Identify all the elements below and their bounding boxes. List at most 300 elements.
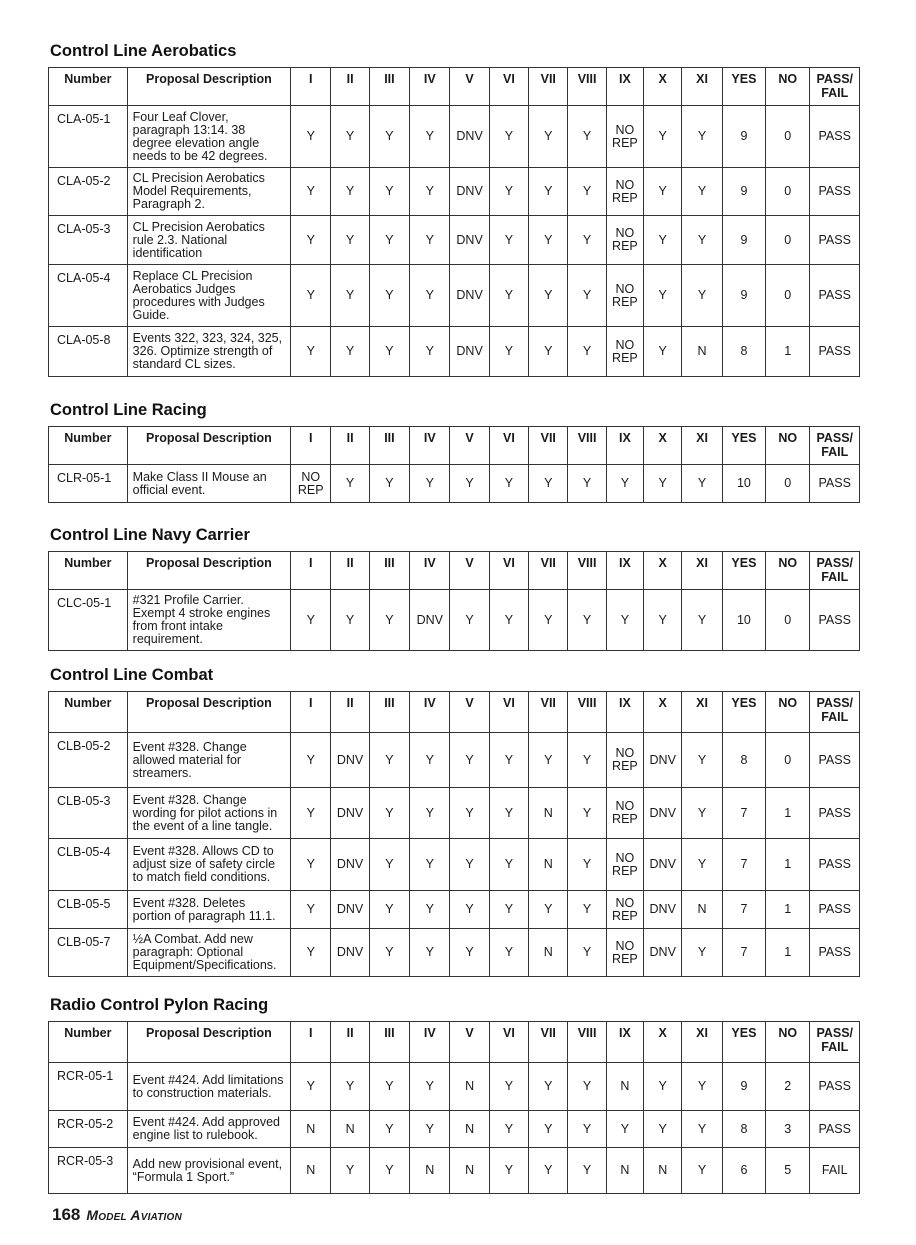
vote-cell: Y <box>410 265 450 327</box>
yes-count: 7 <box>722 788 765 839</box>
vote-cell: Y <box>331 106 369 168</box>
column-header: VI <box>489 1022 528 1063</box>
result-cell: PASS <box>810 265 860 327</box>
table-row <box>49 216 860 265</box>
vote-cell: N <box>291 1148 331 1194</box>
vote-cell: Y <box>489 1063 528 1111</box>
vote-cell: Y <box>568 265 606 327</box>
header-row <box>49 427 860 465</box>
yes-count: 7 <box>722 839 765 891</box>
vote-cell: N <box>450 1148 489 1194</box>
vote-cell: Y <box>450 465 489 503</box>
result-cell: PASS <box>810 929 860 977</box>
vote-cell: N <box>529 788 568 839</box>
yes-count: 10 <box>722 590 765 651</box>
yes-count: 9 <box>722 168 765 216</box>
section-title: Radio Control Pylon Racing <box>50 996 269 1014</box>
no-count: 3 <box>766 1111 810 1148</box>
vote-table <box>48 1021 860 1194</box>
table-row <box>49 929 860 977</box>
vote-cell: DNV <box>644 839 682 891</box>
column-header: IV <box>410 1022 450 1063</box>
no-count: 0 <box>766 106 810 168</box>
vote-cell: Y <box>489 265 528 327</box>
proposal-description: Make Class II Mouse an official event. <box>127 465 290 503</box>
section-title: Control Line Racing <box>50 401 207 419</box>
proposal-number: CLA-05-1 <box>49 106 128 168</box>
column-header: YES <box>722 68 765 106</box>
vote-cell: Y <box>489 1111 528 1148</box>
vote-cell: N <box>410 1148 450 1194</box>
column-header: NO <box>766 552 810 590</box>
vote-cell: DNV <box>450 265 489 327</box>
result-cell: PASS <box>810 106 860 168</box>
no-count: 0 <box>766 216 810 265</box>
vote-cell: Y <box>489 327 528 377</box>
vote-cell: N <box>450 1111 489 1148</box>
vote-cell: Y <box>529 168 568 216</box>
vote-cell: Y <box>568 929 606 977</box>
vote-cell: N <box>682 891 722 929</box>
proposal-number: RCR-05-1 <box>49 1063 128 1111</box>
no-count: 5 <box>766 1148 810 1194</box>
yes-count: 8 <box>722 327 765 377</box>
no-count: 0 <box>766 590 810 651</box>
table-row <box>49 788 860 839</box>
column-header: III <box>369 692 409 733</box>
proposal-description: ½A Combat. Add new paragraph: Optional Equipment/Specifications. <box>127 929 290 977</box>
vote-cell: Y <box>489 216 528 265</box>
header-row <box>49 68 860 106</box>
table-row <box>49 1148 860 1194</box>
proposal-description: Event #424. Add limitations to construction materials. <box>127 1063 290 1111</box>
column-header: Number <box>49 68 128 106</box>
vote-cell: Y <box>568 216 606 265</box>
vote-cell: Y <box>369 788 409 839</box>
vote-cell: Y <box>568 1063 606 1111</box>
vote-cell: DNV <box>410 590 450 651</box>
vote-cell: Y <box>331 1063 369 1111</box>
column-header: VI <box>489 552 528 590</box>
column-header: Number <box>49 552 128 590</box>
table-row <box>49 327 860 377</box>
vote-cell: N <box>291 1111 331 1148</box>
yes-count: 7 <box>722 891 765 929</box>
vote-cell: Y <box>450 590 489 651</box>
result-cell: PASS <box>810 788 860 839</box>
result-cell: PASS <box>810 1063 860 1111</box>
vote-cell: Y <box>529 216 568 265</box>
vote-cell: Y <box>331 465 369 503</box>
vote-cell: Y <box>568 839 606 891</box>
vote-cell: NO REP <box>606 788 643 839</box>
yes-count: 9 <box>722 106 765 168</box>
no-count: 1 <box>766 327 810 377</box>
column-header: VII <box>529 68 568 106</box>
table-row <box>49 1063 860 1111</box>
column-header: V <box>450 68 489 106</box>
vote-cell: Y <box>682 465 722 503</box>
vote-cell: Y <box>291 327 331 377</box>
vote-cell: Y <box>489 929 528 977</box>
column-header: YES <box>722 427 765 465</box>
vote-cell: Y <box>568 1148 606 1194</box>
column-header: IX <box>606 68 643 106</box>
vote-cell: NO REP <box>606 929 643 977</box>
table-row <box>49 590 860 651</box>
table-row <box>49 891 860 929</box>
result-cell: PASS <box>810 733 860 788</box>
vote-cell: Y <box>568 327 606 377</box>
yes-count: 9 <box>722 1063 765 1111</box>
section-title: Control Line Aerobatics <box>50 42 237 60</box>
vote-cell: Y <box>682 839 722 891</box>
column-header: IV <box>410 692 450 733</box>
table-row <box>49 168 860 216</box>
vote-cell: Y <box>291 106 331 168</box>
proposal-number: CLA-05-2 <box>49 168 128 216</box>
vote-cell: Y <box>606 1111 643 1148</box>
result-cell: PASS <box>810 839 860 891</box>
column-header: VI <box>489 427 528 465</box>
vote-cell: NO REP <box>606 891 643 929</box>
yes-count: 7 <box>722 929 765 977</box>
vote-cell: Y <box>682 590 722 651</box>
vote-cell: Y <box>450 788 489 839</box>
section-2 <box>48 526 860 651</box>
vote-cell: Y <box>606 590 643 651</box>
vote-cell: NO REP <box>606 839 643 891</box>
column-header: PASS/ FAIL <box>810 692 860 733</box>
proposal-description: CL Precision Aerobatics rule 2.3. National identification <box>127 216 290 265</box>
vote-cell: Y <box>410 168 450 216</box>
vote-cell: Y <box>291 168 331 216</box>
proposal-description: Add new provisional event, “Formula 1 Sport.” <box>127 1148 290 1194</box>
vote-cell: DNV <box>331 839 369 891</box>
vote-cell: Y <box>568 590 606 651</box>
vote-cell: Y <box>450 839 489 891</box>
proposal-number: CLB-05-4 <box>49 839 128 891</box>
proposal-number: CLB-05-5 <box>49 891 128 929</box>
column-header: VII <box>529 692 568 733</box>
vote-cell: Y <box>529 733 568 788</box>
no-count: 1 <box>766 839 810 891</box>
vote-cell: Y <box>644 327 682 377</box>
vote-cell: Y <box>606 465 643 503</box>
vote-cell: Y <box>291 216 331 265</box>
table-row <box>49 106 860 168</box>
column-header: Proposal Description <box>127 427 290 465</box>
vote-cell: Y <box>369 590 409 651</box>
vote-cell: Y <box>410 327 450 377</box>
column-header: XI <box>682 552 722 590</box>
vote-cell: Y <box>331 265 369 327</box>
proposal-number: CLB-05-3 <box>49 788 128 839</box>
header-row <box>49 1022 860 1063</box>
vote-cell: Y <box>410 929 450 977</box>
proposal-description: Events 322, 323, 324, 325, 326. Optimize strength of standard CL sizes. <box>127 327 290 377</box>
vote-cell: DNV <box>450 168 489 216</box>
column-header: III <box>369 552 409 590</box>
vote-cell: Y <box>410 106 450 168</box>
table-row <box>49 1111 860 1148</box>
vote-cell: N <box>529 839 568 891</box>
column-header: VII <box>529 1022 568 1063</box>
column-header: VII <box>529 427 568 465</box>
column-header: IV <box>410 427 450 465</box>
vote-table <box>48 691 860 977</box>
column-header: V <box>450 692 489 733</box>
vote-cell: Y <box>369 327 409 377</box>
vote-cell: Y <box>369 465 409 503</box>
section-1 <box>48 401 860 503</box>
column-header: Number <box>49 427 128 465</box>
no-count: 0 <box>766 265 810 327</box>
column-header: VI <box>489 68 528 106</box>
vote-cell: Y <box>410 1111 450 1148</box>
section-3 <box>48 666 860 977</box>
vote-cell: DNV <box>644 891 682 929</box>
table-row <box>49 465 860 503</box>
column-header: V <box>450 427 489 465</box>
column-header: Number <box>49 692 128 733</box>
column-header: XI <box>682 1022 722 1063</box>
vote-cell: Y <box>489 733 528 788</box>
vote-cell: N <box>331 1111 369 1148</box>
header-row <box>49 552 860 590</box>
proposal-description: Event #328. Change allowed material for streamers. <box>127 733 290 788</box>
vote-cell: NO REP <box>606 216 643 265</box>
vote-cell: Y <box>568 1111 606 1148</box>
vote-cell: Y <box>291 839 331 891</box>
proposal-description: Replace CL Precision Aerobatics Judges procedures with Judges Guide. <box>127 265 290 327</box>
vote-cell: DNV <box>644 788 682 839</box>
section-4 <box>48 996 860 1194</box>
column-header: III <box>369 1022 409 1063</box>
page-footer <box>52 1205 182 1225</box>
vote-cell: Y <box>682 106 722 168</box>
proposal-description: Event #424. Add approved engine list to rulebook. <box>127 1111 290 1148</box>
vote-cell: Y <box>410 788 450 839</box>
vote-cell: Y <box>529 891 568 929</box>
yes-count: 9 <box>722 216 765 265</box>
vote-cell: N <box>644 1148 682 1194</box>
vote-cell: Y <box>568 788 606 839</box>
column-header: XI <box>682 68 722 106</box>
column-header: X <box>644 692 682 733</box>
yes-count: 6 <box>722 1148 765 1194</box>
vote-cell: Y <box>369 106 409 168</box>
proposal-number: CLC-05-1 <box>49 590 128 651</box>
result-cell: PASS <box>810 327 860 377</box>
vote-table <box>48 67 860 377</box>
vote-cell: Y <box>529 265 568 327</box>
column-header: III <box>369 427 409 465</box>
vote-cell: Y <box>529 1111 568 1148</box>
vote-cell: Y <box>369 168 409 216</box>
proposal-description: Event #328. Deletes portion of paragraph 11.1. <box>127 891 290 929</box>
vote-table <box>48 426 860 503</box>
column-header: III <box>369 68 409 106</box>
vote-cell: Y <box>529 1148 568 1194</box>
vote-cell: Y <box>410 891 450 929</box>
vote-cell: Y <box>682 788 722 839</box>
proposal-number: RCR-05-3 <box>49 1148 128 1194</box>
column-header: VIII <box>568 1022 606 1063</box>
vote-cell: DNV <box>331 891 369 929</box>
vote-cell: NO REP <box>606 106 643 168</box>
column-header: I <box>291 68 331 106</box>
vote-cell: Y <box>331 590 369 651</box>
result-cell: PASS <box>810 465 860 503</box>
vote-cell: Y <box>529 1063 568 1111</box>
vote-cell: Y <box>489 788 528 839</box>
result-cell: PASS <box>810 590 860 651</box>
vote-cell: N <box>682 327 722 377</box>
column-header: PASS/ FAIL <box>810 68 860 106</box>
no-count: 0 <box>766 168 810 216</box>
column-header: IX <box>606 552 643 590</box>
column-header: I <box>291 552 331 590</box>
column-header: V <box>450 552 489 590</box>
vote-cell: Y <box>410 216 450 265</box>
column-header: YES <box>722 1022 765 1063</box>
page-number: 168 <box>52 1205 81 1224</box>
yes-count: 8 <box>722 1111 765 1148</box>
vote-cell: Y <box>369 265 409 327</box>
publication-name: Model Aviation <box>86 1207 182 1223</box>
vote-cell: N <box>450 1063 489 1111</box>
vote-cell: Y <box>489 590 528 651</box>
column-header: XI <box>682 692 722 733</box>
column-header: Proposal Description <box>127 692 290 733</box>
column-header: II <box>331 68 369 106</box>
vote-cell: N <box>606 1063 643 1111</box>
vote-cell: Y <box>682 733 722 788</box>
no-count: 0 <box>766 733 810 788</box>
column-header: PASS/ FAIL <box>810 552 860 590</box>
column-header: VIII <box>568 552 606 590</box>
proposal-number: CLB-05-2 <box>49 733 128 788</box>
vote-cell: NO REP <box>606 733 643 788</box>
proposal-number: RCR-05-2 <box>49 1111 128 1148</box>
vote-cell: DNV <box>331 733 369 788</box>
vote-cell: DNV <box>644 929 682 977</box>
column-header: Number <box>49 1022 128 1063</box>
proposal-number: CLR-05-1 <box>49 465 128 503</box>
vote-cell: Y <box>529 327 568 377</box>
column-header: YES <box>722 552 765 590</box>
column-header: IX <box>606 692 643 733</box>
table-row <box>49 839 860 891</box>
header-row <box>49 692 860 733</box>
column-header: X <box>644 68 682 106</box>
vote-cell: DNV <box>331 929 369 977</box>
column-header: IV <box>410 68 450 106</box>
column-header: Proposal Description <box>127 1022 290 1063</box>
proposal-number: CLA-05-4 <box>49 265 128 327</box>
no-count: 1 <box>766 891 810 929</box>
no-count: 1 <box>766 788 810 839</box>
vote-cell: Y <box>529 106 568 168</box>
column-header: VIII <box>568 427 606 465</box>
proposal-description: Event #328. Allows CD to adjust size of safety circle to match field conditions. <box>127 839 290 891</box>
column-header: X <box>644 552 682 590</box>
vote-cell: Y <box>450 929 489 977</box>
vote-cell: Y <box>682 1111 722 1148</box>
vote-cell: Y <box>369 216 409 265</box>
vote-cell: DNV <box>450 216 489 265</box>
column-header: II <box>331 1022 369 1063</box>
yes-count: 8 <box>722 733 765 788</box>
column-header: Proposal Description <box>127 68 290 106</box>
vote-cell: Y <box>644 1063 682 1111</box>
vote-cell: Y <box>410 733 450 788</box>
column-header: I <box>291 427 331 465</box>
vote-cell: Y <box>369 839 409 891</box>
vote-cell: Y <box>568 733 606 788</box>
vote-cell: Y <box>369 1063 409 1111</box>
column-header: VII <box>529 552 568 590</box>
proposal-number: CLB-05-7 <box>49 929 128 977</box>
result-cell: PASS <box>810 891 860 929</box>
vote-cell: NO REP <box>606 265 643 327</box>
proposal-number: CLA-05-8 <box>49 327 128 377</box>
proposal-description: Four Leaf Clover, paragraph 13:14. 38 degree elevation angle needs to be 42 degrees. <box>127 106 290 168</box>
vote-cell: N <box>529 929 568 977</box>
column-header: NO <box>766 1022 810 1063</box>
column-header: PASS/ FAIL <box>810 427 860 465</box>
vote-cell: Y <box>291 265 331 327</box>
vote-cell: Y <box>369 929 409 977</box>
yes-count: 9 <box>722 265 765 327</box>
vote-cell: DNV <box>331 788 369 839</box>
vote-cell: Y <box>369 1111 409 1148</box>
table-row <box>49 265 860 327</box>
no-count: 0 <box>766 465 810 503</box>
column-header: I <box>291 1022 331 1063</box>
vote-cell: NO REP <box>291 465 331 503</box>
vote-cell: Y <box>291 891 331 929</box>
result-cell: PASS <box>810 216 860 265</box>
column-header: PASS/ FAIL <box>810 1022 860 1063</box>
column-header: X <box>644 427 682 465</box>
column-header: VI <box>489 692 528 733</box>
column-header: YES <box>722 692 765 733</box>
column-header: VIII <box>568 692 606 733</box>
vote-cell: DNV <box>644 733 682 788</box>
column-header: IX <box>606 427 643 465</box>
vote-cell: Y <box>682 216 722 265</box>
vote-cell: Y <box>644 106 682 168</box>
column-header: XI <box>682 427 722 465</box>
vote-cell: Y <box>489 839 528 891</box>
vote-cell: Y <box>291 929 331 977</box>
proposal-description: Event #328. Change wording for pilot actions in the event of a line tangle. <box>127 788 290 839</box>
vote-cell: Y <box>644 216 682 265</box>
vote-cell: Y <box>644 465 682 503</box>
vote-table <box>48 551 860 651</box>
vote-cell: Y <box>331 216 369 265</box>
vote-cell: Y <box>331 327 369 377</box>
vote-cell: Y <box>489 465 528 503</box>
section-0 <box>48 42 860 377</box>
vote-cell: Y <box>568 465 606 503</box>
vote-cell: Y <box>529 590 568 651</box>
vote-cell: Y <box>410 839 450 891</box>
column-header: NO <box>766 692 810 733</box>
vote-cell: Y <box>644 265 682 327</box>
